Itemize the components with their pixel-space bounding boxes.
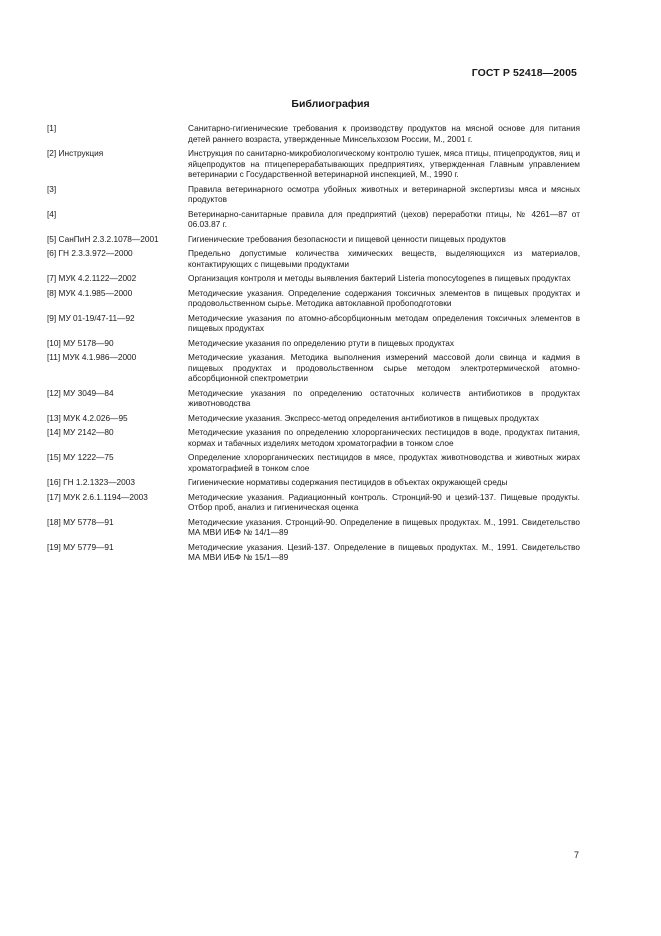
- entry-reference: [16] ГН 1.2.1323—2003: [47, 477, 135, 487]
- entry-text: Методические указания по определению остаточных количеств антибиотиков в продуктах животноводства: [188, 387, 580, 408]
- bibliography-entry: [47, 452, 580, 473]
- entry-text: Правила ветеринарного осмотра убойных животных и ветеринарной экспертизы мяса и мясных продуктов: [188, 183, 580, 204]
- entry-text: Ветеринарно-санитарные правила для предприятий (цехов) переработки птицы, № 4261—87 от 06.03.87 г.: [188, 208, 580, 229]
- entry-reference: [1]: [47, 123, 57, 133]
- bibliography-entry: [47, 413, 580, 424]
- bibliography-entry: [47, 388, 580, 409]
- bibliography-entry: [47, 209, 580, 230]
- entry-reference: [8] МУК 4.1.985—2000: [47, 287, 133, 298]
- bibliography-entry: [47, 273, 580, 284]
- entry-reference: [19] МУ 5779—91: [47, 541, 114, 552]
- entry-reference: [15] МУ 1222—75: [47, 452, 114, 462]
- entry-text: Инструкция по санитарно-микробиологическому контролю тушек, мяса птицы, птицепродуктов, яиц и яйцепродуктов на птицеперерабатывающих предприятиях, утвержденная Главным управлением ветеринарии с Государственной ветеринарной инспекцией, М., 1990 г.: [188, 148, 580, 179]
- entry-text: Санитарно-гигиенические требования к производству продуктов на мясной основе для питания детей раннего возраста, утвержденные Минсельхозом России, М., 2001 г.: [188, 123, 580, 144]
- entry-text: Методические указания. Цезий-137. Определение в пищевых продуктах. М., 1991. Свидетельство МА МВИ ИБФ № 15/1—89: [188, 541, 580, 562]
- bibliography-entry: [47, 352, 580, 384]
- entry-reference: [11] МУК 4.1.986—2000: [47, 352, 137, 362]
- entry-reference: [13] МУК 4.2.026—95: [47, 412, 128, 423]
- entry-reference: [4]: [47, 208, 57, 219]
- entry-reference: [3]: [47, 183, 57, 194]
- entry-text: Методические указания по определению хлорорганических пестицидов в воде, продуктах питания, кормах и табачных изделиях методом хроматографии в тонком слое: [188, 427, 580, 448]
- entry-reference: [5] СанПиН 2.3.2.1078—2001: [47, 233, 159, 244]
- entry-text: Методические указания. Определение содержания токсичных элементов в пищевых продуктах и продовольственном сырье. Методика автоклавной пробоподготовки: [188, 287, 580, 308]
- entry-text: Методические указания. Методика выполнения измерений массовой доли свинца и кадмия в пищевых продуктах и продовольственном сырье методом электротермической атомно-абсорбционной спектрометрии: [188, 352, 580, 383]
- bibliography-entry: [47, 338, 580, 349]
- page-title: Библиография: [291, 98, 370, 110]
- bibliography-entry: [47, 248, 580, 269]
- entry-reference: [9] МУ 01-19/47-11—92: [47, 312, 135, 323]
- standard-code: ГОСТ Р 52418—2005: [471, 67, 577, 79]
- entry-text: Методические указания. Экспресс-метод определения антибиотиков в пищевых продуктах: [188, 412, 539, 423]
- entry-text: Методические указания. Стронций-90. Определение в пищевых продуктах. М., 1991. Свидетельство МА МВИ ИБФ № 14/1—89: [188, 516, 580, 537]
- entry-reference: [14] МУ 2142—80: [47, 427, 114, 437]
- entry-text: Предельно допустимые количества химических веществ, выделяющихся из материалов, контактирующих с пищевыми продуктами: [188, 248, 580, 269]
- bibliography-list: [47, 123, 580, 567]
- page-number: 7: [573, 850, 579, 860]
- bibliography-entry: [47, 427, 580, 448]
- bibliography-entry: [47, 234, 580, 245]
- entry-text: Методические указания по атомно-абсорбционным методам определения токсичных элементов в пищевых продуктах: [188, 312, 580, 333]
- entry-text: Гигиенические нормативы содержания пестицидов в объектах окружающей среды: [188, 477, 508, 487]
- entry-text: Методические указания по определению ртути в пищевых продуктах: [188, 337, 455, 348]
- entry-reference: [6] ГН 2.3.3.972—2000: [47, 248, 133, 258]
- entry-reference: [2] Инструкция: [47, 148, 104, 158]
- entry-text: Гигиенические требования безопасности и пищевой ценности пищевых продуктов: [188, 233, 506, 244]
- bibliography-entry: [47, 517, 580, 538]
- bibliography-entry: [47, 313, 580, 334]
- bibliography-entry: [47, 148, 580, 180]
- entry-reference: [17] МУК 2.6.1.1194—2003: [47, 491, 148, 502]
- entry-text: Определение хлорорганических пестицидов в мясе, продуктах животноводства и животных жирах хроматографией в тонком слое: [188, 452, 580, 473]
- entry-reference: [12] МУ 3049—84: [47, 387, 114, 398]
- entry-reference: [18] МУ 5778—91: [47, 516, 114, 527]
- entry-reference: [7] МУК 4.2.1122—2002: [47, 273, 137, 283]
- bibliography-entry: [47, 288, 580, 309]
- bibliography-entry: [47, 184, 580, 205]
- bibliography-entry: [47, 542, 580, 563]
- entry-text: Методические указания. Радиационный контроль. Стронций-90 и цезий-137. Пищевые продукты. Отбор проб, анализ и гигиеническая оценка: [188, 491, 580, 512]
- entry-text: Организация контроля и методы выявления бактерий Listeria monocytogenes в пищевых продуктах: [188, 273, 571, 283]
- bibliography-entry: [47, 123, 580, 144]
- bibliography-entry: [47, 492, 580, 513]
- bibliography-entry: [47, 477, 580, 488]
- entry-reference: [10] МУ 5178—90: [47, 337, 114, 348]
